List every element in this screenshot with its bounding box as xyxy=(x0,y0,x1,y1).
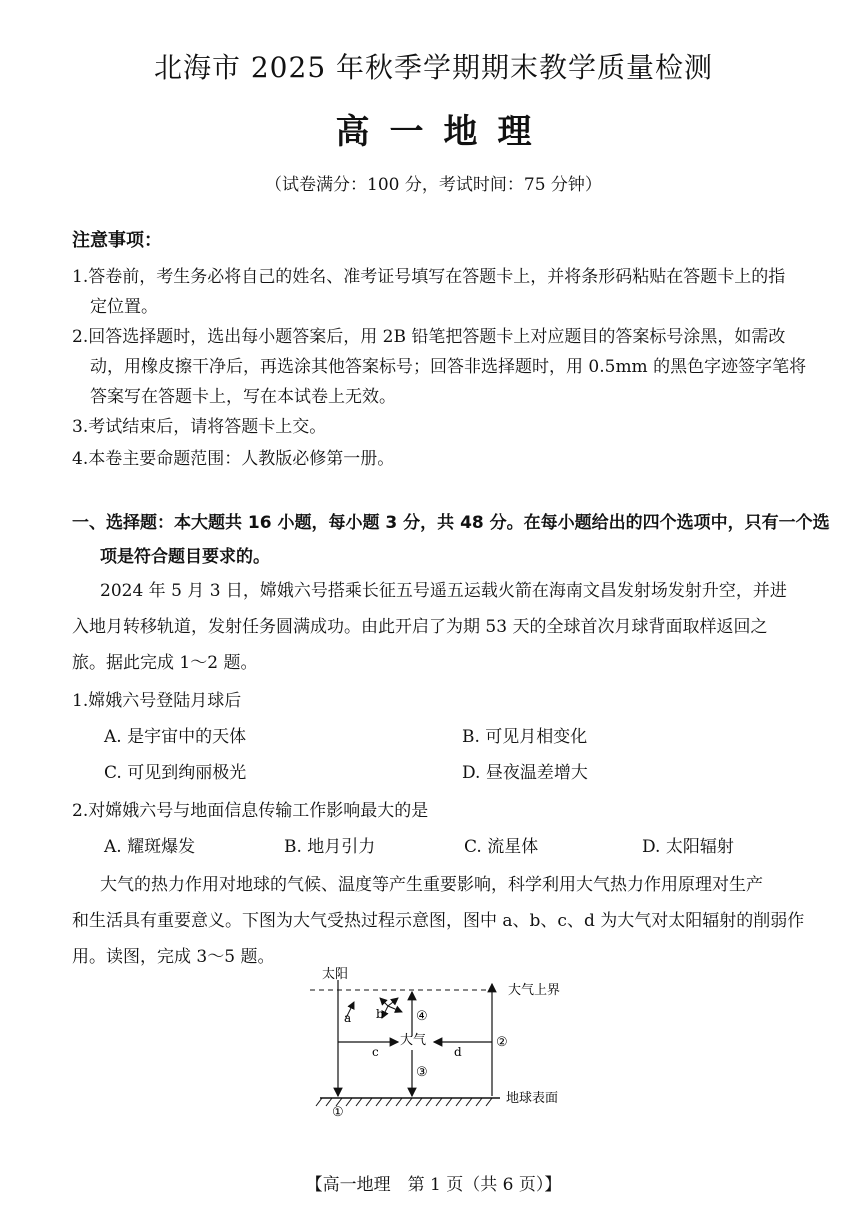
atmosphere-label: 大气 xyxy=(400,1033,427,1048)
notice-heading: 注意事项： xyxy=(72,230,162,251)
question-2-option-d: D. 太阳辐射 xyxy=(642,837,734,857)
notice-item-2-line-2: 动，用橡皮擦干净后，再选涂其他答案标号；回答非选择题时，用 0.5mm 的黑色字迹签字笔将 xyxy=(90,357,807,377)
passage-2-line-3: 用。读图，完成 3～5 题。 xyxy=(72,947,275,967)
notice-item-2-line-1: 2.回答选择题时，选出每小题答案后，用 2B 铅笔把答题卡上对应题目的答案标号涂黑，如需改 xyxy=(72,327,786,347)
notice-item-1-line-2: 定位置。 xyxy=(90,297,158,317)
passage-1-line-3: 旅。据此完成 1～2 题。 xyxy=(72,653,258,673)
mark-1: ① xyxy=(332,1105,344,1120)
exam-subject: 高一地理 xyxy=(335,112,552,152)
label-a: a xyxy=(344,1011,352,1025)
passage-1-line-2: 入地月转移轨道，发射任务圆满成功。由此开启了为期 53 天的全球首次月球背面取样返回之 xyxy=(72,617,768,637)
question-2-option-a: A. 耀斑爆发 xyxy=(104,837,196,857)
earth-surface-label: 地球表面 xyxy=(506,1091,559,1106)
atmospheric-heating-diagram xyxy=(310,960,590,1120)
exam-info: （试卷满分：100 分，考试时间：75 分钟） xyxy=(265,175,602,195)
notice-item-4: 4.本卷主要命题范围：人教版必修第一册。 xyxy=(72,449,395,469)
question-1-option-d: D. 昼夜温差增大 xyxy=(462,763,588,783)
sun-label: 太阳 xyxy=(322,967,349,982)
mark-4: ④ xyxy=(416,1009,428,1024)
question-2-option-b: B. 地月引力 xyxy=(284,837,376,857)
passage-2-line-2: 和生活具有重要意义。下图为大气受热过程示意图，图中 a、b、c、d 为大气对太阳辐射的削弱作 xyxy=(72,911,805,931)
passage-1-line-1: 2024 年 5 月 3 日，嫦娥六号搭乘长征五号遥五运载火箭在海南文昌发射场发射升空，并进 xyxy=(100,581,787,601)
mark-3: ③ xyxy=(416,1065,428,1080)
section-heading-line-1: 一、选择题：本大题共 16 小题，每小题 3 分，共 48 分。在每小题给出的四个选项中，只有一个选 xyxy=(72,513,830,533)
section-heading-line-2: 项是符合题目要求的。 xyxy=(100,547,270,567)
exam-title: 北海市 2025 年秋季学期期末教学质量检测 xyxy=(153,51,714,84)
page-footer: 【高一地理 第 1 页（共 6 页）】 xyxy=(305,1175,562,1195)
question-1-option-b: B. 可见月相变化 xyxy=(462,727,588,747)
label-b: b xyxy=(376,1007,384,1021)
notice-item-1-line-1: 1.答卷前，考生务必将自己的姓名、准考证号填写在答题卡上，并将条形码粘贴在答题卡上的指 xyxy=(72,267,786,287)
mark-2: ② xyxy=(496,1035,508,1050)
question-1-stem: 1.嫦娥六号登陆月球后 xyxy=(72,691,242,711)
question-2-option-c: C. 流星体 xyxy=(464,837,539,857)
question-2-stem: 2.对嫦娥六号与地面信息传输工作影响最大的是 xyxy=(72,801,429,821)
upper-boundary-label: 大气上界 xyxy=(508,983,561,998)
label-c: c xyxy=(372,1045,379,1059)
notice-item-3: 3.考试结束后，请将答题卡上交。 xyxy=(72,417,327,437)
passage-2-line-1: 大气的热力作用对地球的气候、温度等产生重要影响，科学利用大气热力作用原理对生产 xyxy=(100,875,763,895)
notice-item-2-line-3: 答案写在答题卡上，写在本试卷上无效。 xyxy=(90,387,396,407)
label-d: d xyxy=(454,1045,462,1059)
question-1-option-c: C. 可见到绚丽极光 xyxy=(104,763,247,783)
question-1-option-a: A. 是宇宙中的天体 xyxy=(104,727,247,747)
